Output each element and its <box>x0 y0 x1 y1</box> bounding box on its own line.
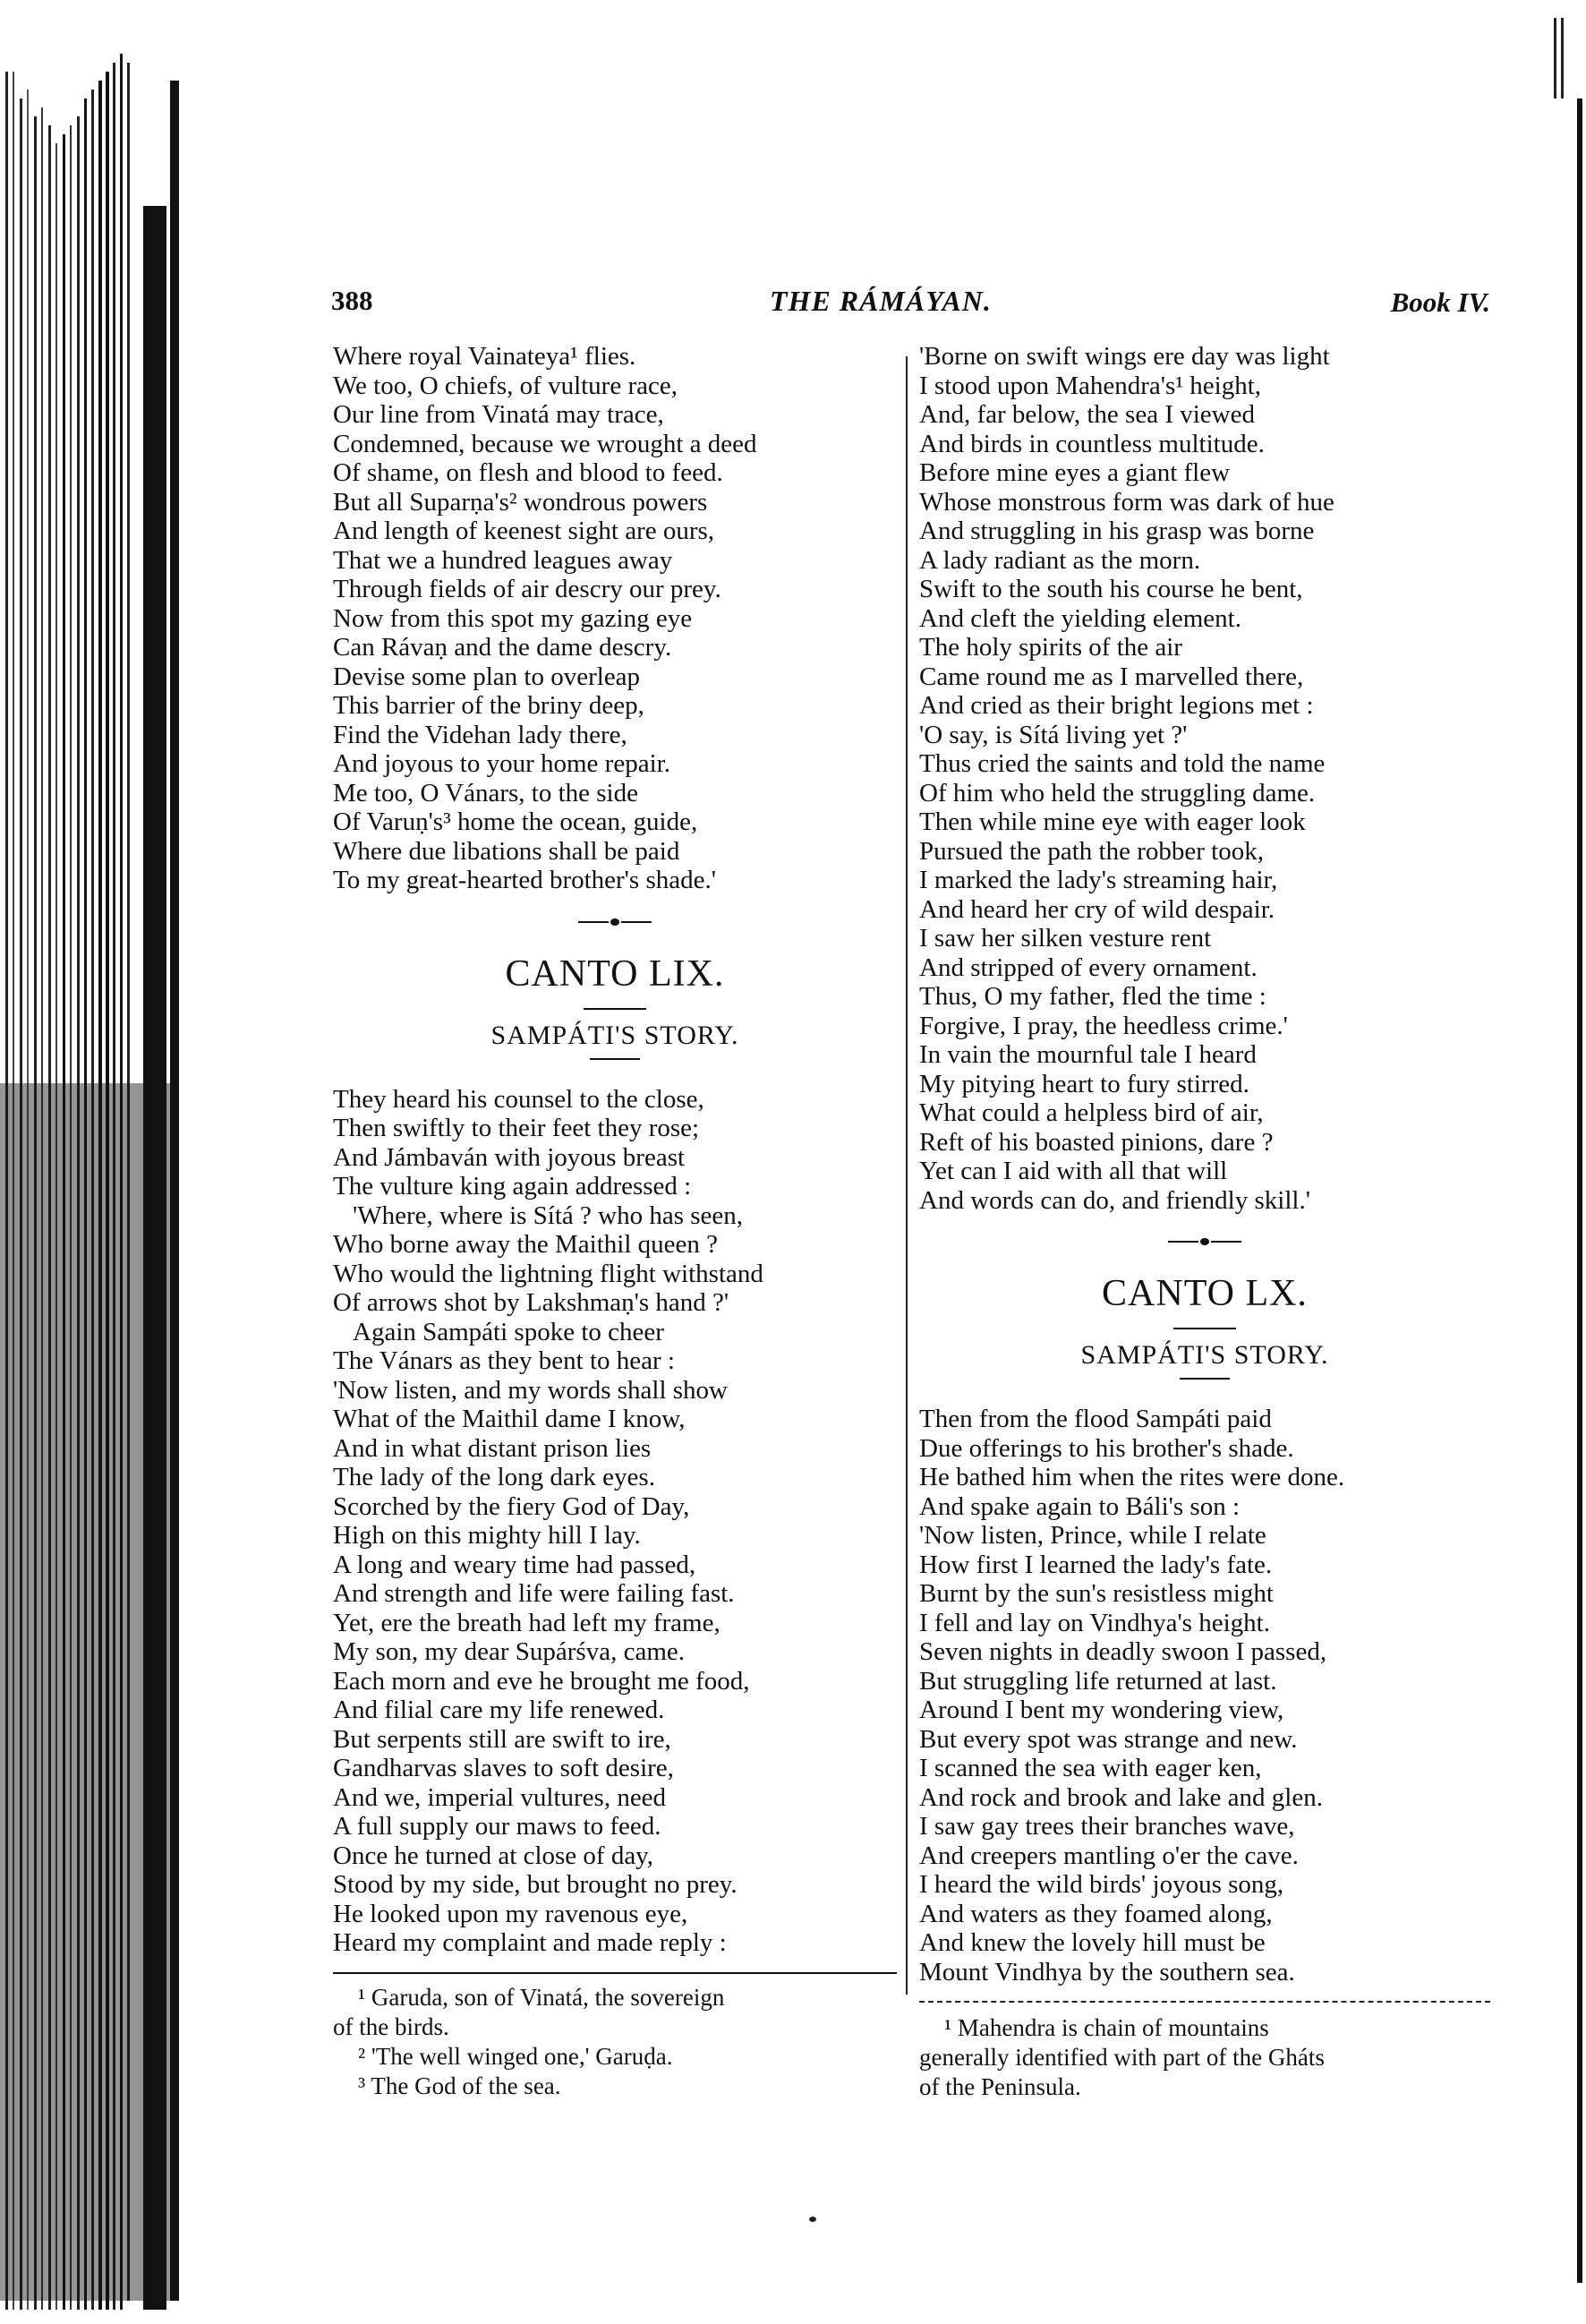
verse-line: We too, O chiefs, of vulture race, <box>333 371 678 400</box>
verse-line: And struggling in his grasp was borne <box>919 517 1315 545</box>
page-number: 388 <box>331 285 373 316</box>
verse-line: And stripped of every ornament. <box>919 953 1258 982</box>
verse-line: And cleft the yielding element. <box>919 603 1241 633</box>
verse-line: Where due libations shall be paid <box>333 836 680 866</box>
footnote: ¹ Garuda, son of Vinatá, the sovereign <box>358 1983 725 2011</box>
verse-line: Of him who held the struggling dame. <box>919 778 1316 807</box>
verse-line: The vulture king again addressed : <box>333 1172 692 1200</box>
verse-line: I marked the lady's streaming hair, <box>919 866 1278 894</box>
verse-line: And in what distant prison lies <box>333 1433 652 1463</box>
verse-line: My pitying heart to fury stirred. <box>919 1069 1249 1098</box>
verse-line: This barrier of the briny deep, <box>333 691 644 720</box>
verse-line: Thus, O my father, fled the time : <box>919 982 1266 1011</box>
verse-line: I saw her silken vesture rent <box>919 924 1212 953</box>
verse-line: Swift to the south his course he bent, <box>919 575 1303 603</box>
verse-line: He looked upon my ravenous eye, <box>333 1899 688 1928</box>
footnotes <box>333 1983 897 2101</box>
verse-line: Scorched by the fiery God of Day, <box>333 1491 690 1521</box>
verse-line: And we, imperial vultures, need <box>333 1782 667 1812</box>
verse-line: Through fields of air descry our prey. <box>333 575 721 603</box>
verse-line: Yet, ere the breath had left my frame, <box>333 1608 721 1637</box>
verse-line: But all Suparṇa's² wondrous powers <box>333 487 708 517</box>
verse-line: Once he turned at close of day, <box>333 1841 654 1870</box>
verse-line: Seven nights in deadly swoon I passed, <box>919 1637 1327 1666</box>
verse-line: How first I learned the lady's fate. <box>919 1550 1273 1579</box>
verse-line: Our line from Vinatá may trace, <box>333 400 664 429</box>
verse-line: I saw gay trees their branches wave, <box>919 1812 1295 1841</box>
verse-line: Of shame, on flesh and blood to feed. <box>333 458 723 487</box>
title-rule <box>584 1008 646 1010</box>
verse-line: And heard her cry of wild despair. <box>919 894 1275 924</box>
footnote: ¹ Mahendra is chain of mountains <box>944 2014 1269 2041</box>
verse-line: Again Sampáti spoke to cheer <box>353 1317 664 1346</box>
verse-line: 'Borne on swift wings ere day was light <box>919 342 1330 371</box>
verse-line: Pursued the path the robber took, <box>919 836 1264 866</box>
book-label: Book IV. <box>1390 286 1490 318</box>
verse-line: But every spot was strange and new. <box>919 1724 1298 1754</box>
verse-line: And Jámbaván with joyous breast <box>333 1142 686 1172</box>
verse-line: The holy spirits of the air <box>919 633 1182 662</box>
verse-line: And, far below, the sea I viewed <box>919 400 1255 429</box>
verse-line: Who borne away the Maithil queen ? <box>333 1230 719 1259</box>
verse-line: Reft of his boasted pinions, dare ? <box>919 1127 1274 1157</box>
verse-line: I fell and lay on Vindhya's height. <box>919 1608 1270 1637</box>
running-title: THE RÁMÁYAN. <box>770 285 992 317</box>
verse-line: Of arrows shot by Lakshmaṇ's hand ?' <box>333 1288 729 1317</box>
verse-block <box>919 342 1490 1215</box>
page-edge <box>1550 0 1586 2324</box>
verse-line: Whose monstrous form was dark of hue <box>919 487 1334 517</box>
title-rule <box>1173 1328 1236 1329</box>
subtitle-rule <box>590 1058 640 1060</box>
right-column <box>919 342 1490 2102</box>
binding-shadow <box>0 0 188 2324</box>
verse-line: To my great-hearted brother's shade.' <box>333 866 716 894</box>
verse-line: Forgive, I pray, the heedless crime.' <box>919 1011 1288 1040</box>
verse-line: Then while mine eye with eager look <box>919 807 1306 836</box>
subtitle-rule <box>1180 1378 1230 1380</box>
verse-line: A long and weary time had passed, <box>333 1550 696 1579</box>
verse-line: And strength and life were failing fast. <box>333 1579 735 1608</box>
verse-line: Heard my complaint and made reply : <box>333 1928 727 1957</box>
verse-line: Find the Videhan lady there, <box>333 720 627 749</box>
verse-line: And knew the lovely hill must be <box>919 1928 1266 1957</box>
verse-line: Each morn and eve he brought me food, <box>333 1666 750 1696</box>
footnotes <box>919 2013 1490 2102</box>
verse-line: 'Where, where is Sítá ? who has seen, <box>353 1200 744 1230</box>
verse-line: Of Varuṇ's³ home the ocean, guide, <box>333 807 698 836</box>
verse-line: And words can do, and friendly skill.' <box>919 1185 1310 1215</box>
verse-line: Devise some plan to overleap <box>333 662 641 691</box>
column-divider <box>906 356 908 1995</box>
verse-line: But struggling life returned at last. <box>919 1666 1277 1696</box>
verse-line: Due offerings to his brother's shade. <box>919 1433 1294 1463</box>
verse-line: 'Now listen, Prince, while I relate <box>919 1521 1266 1550</box>
verse-line: In vain the mournful tale I heard <box>919 1040 1257 1069</box>
verse-line: A lady radiant as the morn. <box>919 545 1201 575</box>
verse-line: A full supply our maws to feed. <box>333 1812 661 1841</box>
footnote: generally identified with part of the Gháts <box>919 2044 1325 2071</box>
verse-line: I scanned the sea with eager ken, <box>919 1754 1262 1782</box>
verse-line: And length of keenest sight are ours, <box>333 517 715 545</box>
verse-line: And rock and brook and lake and glen. <box>919 1782 1323 1812</box>
verse-line: And birds in countless multitude. <box>919 429 1265 458</box>
footnote-rule <box>919 2001 1490 2004</box>
verse-line: 'O say, is Sítá living yet ?' <box>919 720 1188 749</box>
verse-line: That we a hundred leagues away <box>333 545 673 575</box>
verse-line: The Vánars as they bent to hear : <box>333 1346 675 1375</box>
verse-line: My son, my dear Supárśva, came. <box>333 1637 686 1666</box>
verse-line: And joyous to your home repair. <box>333 749 670 778</box>
left-column <box>333 342 897 2101</box>
footnote: of the birds. <box>333 2012 449 2040</box>
footnote: ³ The God of the sea. <box>358 2072 561 2099</box>
verse-line: Me too, O Vánars, to the side <box>333 778 638 807</box>
verse-line: He bathed him when the rites were done. <box>919 1463 1345 1491</box>
verse-line: They heard his counsel to the close, <box>333 1084 704 1114</box>
verse-line: Around I bent my wondering view, <box>919 1696 1284 1724</box>
verse-line: And spake again to Báli's son : <box>919 1491 1241 1521</box>
ornament-divider <box>333 904 897 940</box>
verse-line: Stood by my side, but brought no prey. <box>333 1870 738 1899</box>
verse-line: Yet can I aid with all that will <box>919 1157 1228 1185</box>
verse-line: And creepers mantling o'er the cave. <box>919 1841 1299 1870</box>
verse-line: Then swiftly to their feet they rose; <box>333 1114 700 1142</box>
verse-line: Came round me as I marvelled there, <box>919 662 1304 691</box>
verse-line: Then from the flood Sampáti paid <box>919 1405 1272 1433</box>
footnote: ² 'The well winged one,' Garuḍa. <box>358 2042 673 2070</box>
verse-line: Thus cried the saints and told the name <box>919 749 1326 778</box>
footnote: of the Peninsula. <box>919 2073 1081 2100</box>
verse-line: Who would the lightning flight withstand <box>333 1259 763 1288</box>
verse-line: And cried as their bright legions met : <box>919 691 1314 720</box>
print-speck <box>809 2217 816 2222</box>
verse-line: Where royal Vainateya¹ flies. <box>333 342 636 371</box>
verse-line: Before mine eyes a giant flew <box>919 458 1231 487</box>
canto-title: CANTO LIX. <box>505 953 725 995</box>
verse-line: High on this mighty hill I lay. <box>333 1521 641 1550</box>
verse-line: Burnt by the sun's resistless might <box>919 1579 1274 1608</box>
verse-line: The lady of the long dark eyes. <box>333 1463 655 1491</box>
verse-line: Gandharvas slaves to soft desire, <box>333 1754 674 1782</box>
verse-line: What could a helpless bird of air, <box>919 1098 1264 1127</box>
verse-line: Condemned, because we wrought a deed <box>333 429 757 458</box>
footnote-rule <box>333 1972 897 1974</box>
verse-line: 'Now listen, and my words shall show <box>333 1375 729 1405</box>
verse-line: Mount Vindhya by the southern sea. <box>919 1957 1295 1987</box>
verse-line: And filial care my life renewed. <box>333 1696 665 1724</box>
canto-subtitle: SAMPÁTI'S STORY. <box>490 1020 739 1050</box>
verse-line: And waters as they foamed along, <box>919 1899 1273 1928</box>
canto-subtitle: SAMPÁTI'S STORY. <box>1080 1340 1329 1370</box>
page-header <box>331 285 1490 329</box>
verse-line: I stood upon Mahendra's¹ height, <box>919 371 1261 400</box>
canto-verse-block <box>333 1085 897 1958</box>
verse-line: Now from this spot my gazing eye <box>333 603 693 633</box>
verse-line: What of the Maithil dame I know, <box>333 1405 686 1433</box>
verse-block <box>333 342 897 895</box>
canto-title: CANTO LX. <box>1102 1273 1308 1314</box>
verse-line: Can Rávaṇ and the dame descry. <box>333 633 672 662</box>
verse-line: I heard the wild birds' joyous song, <box>919 1870 1284 1899</box>
ornament-divider <box>919 1224 1490 1260</box>
verse-line: But serpents still are swift to ire, <box>333 1724 671 1754</box>
canto-verse-block <box>919 1405 1490 1987</box>
